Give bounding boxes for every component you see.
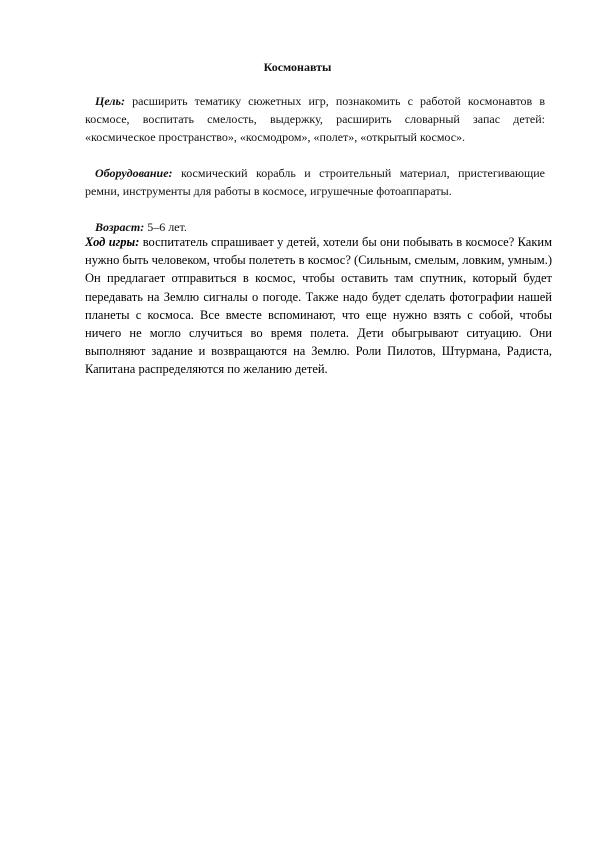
equipment-text: космический корабль и строительный материал, пристегивающие ремни, инструменты для работы в космосе, игрушечные фотоаппараты. [85, 166, 545, 198]
game-course-paragraph [85, 233, 552, 379]
goal-text: расширить тематику сюжетных игр, познакомить с работой космонавтов в космосе, воспитать смелость, выдержку, расширить словарный запас детей: «космическое пространство», «космодром», «полет», «открытый космос». [85, 94, 545, 144]
page-title: Космонавты [263, 60, 332, 74]
age-label: Возраст: [95, 220, 145, 234]
goal-paragraph [85, 92, 545, 146]
game-course-text: воспитатель спрашивает у детей, хотели бы они побывать в космосе? Каким нужно быть человеком, чтобы полететь в космос? (Сильным, смелым, ловким, умным.) Он предлагает отправиться в космос, чтобы оставить там спутник, который будет передавать на Землю сигналы о погоде. Также надо будет сделать фотографии нашей планеты с космоса. Все вместе вспоминают, что еще нужно взять с собой, чтобы ничего не могло случиться во время полета. Дети обыгрывают ситуацию. Они выполняют задание и возвращаются на Землю. Роли Пилотов, Штурмана, Радиста, Капитана распределяются по желанию детей. [85, 235, 552, 377]
equipment-label: Оборудование: [95, 166, 173, 180]
game-course-label: Ход игры: [85, 235, 140, 249]
equipment-paragraph [85, 164, 545, 200]
age-text: 5–6 лет. [144, 220, 187, 234]
goal-label: Цель: [95, 94, 125, 108]
